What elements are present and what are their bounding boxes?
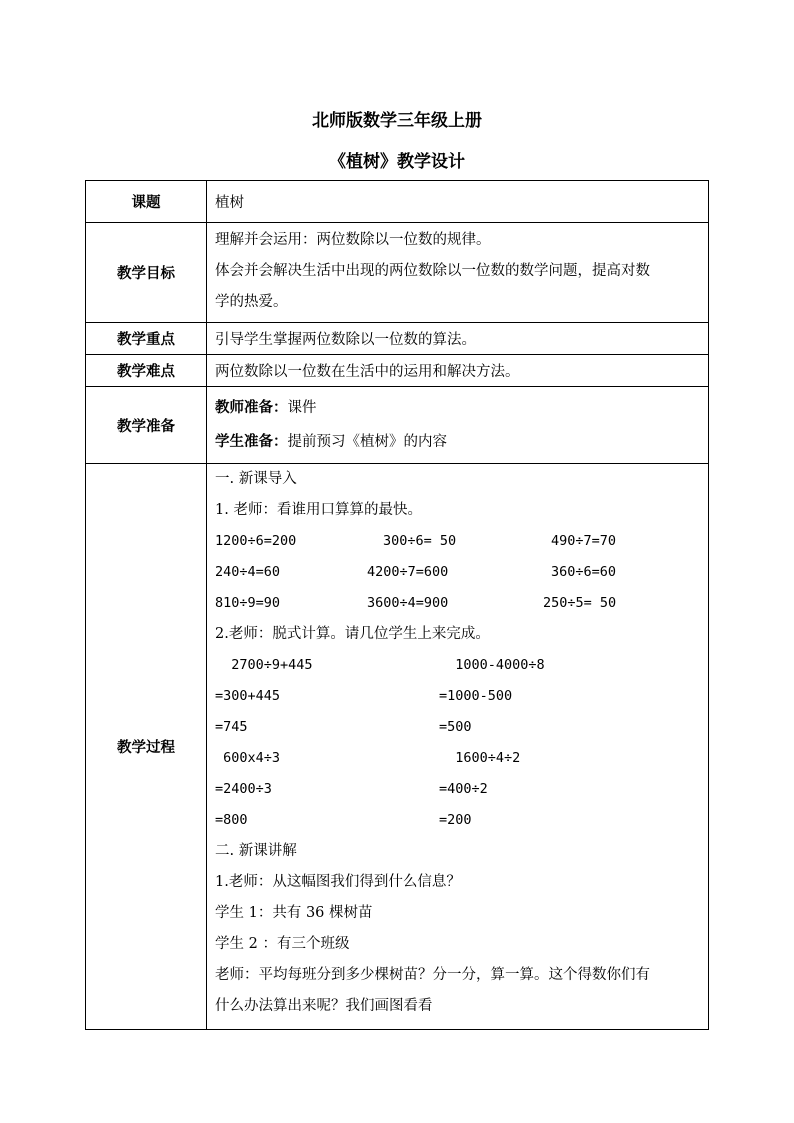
section-heading: 二. 新课讲解: [215, 843, 297, 859]
process-content: [207, 464, 708, 1026]
stepwise-calc: 2700÷9+445: [215, 657, 313, 673]
teacher-prep-value: 课件: [287, 400, 317, 416]
row-key-points: [86, 323, 709, 355]
oral-calc: 1200÷6=200: [215, 533, 297, 549]
stepwise-calc: =200: [439, 812, 472, 828]
label-difficulties: 教学难点: [86, 355, 207, 387]
row-difficulties: [86, 355, 709, 387]
stepwise-calc: 600x4÷3: [215, 750, 281, 766]
label-process: 教学过程: [86, 464, 207, 1030]
student-prep-value: 提前预习《植树》的内容: [287, 434, 447, 450]
preparation-content: [207, 387, 708, 463]
teacher-prep-label: 教师准备：: [215, 399, 288, 416]
stepwise-row: [215, 774, 700, 805]
stepwise-row: [215, 681, 700, 712]
goal-line: 理解并会运用：两位数除以一位数的规律。: [215, 232, 491, 248]
label-key-points: 教学重点: [86, 323, 207, 355]
oral-calc: 490÷7=70: [551, 533, 617, 549]
key-points-value: 引导学生掌握两位数除以一位数的算法。: [215, 332, 476, 348]
student-prep: [215, 425, 700, 459]
label-goals: 教学目标: [86, 223, 207, 323]
row-topic: [86, 181, 709, 223]
stepwise-row: [215, 650, 700, 681]
stepwise-calc: =745: [215, 719, 248, 735]
row-process: [86, 464, 709, 1030]
student-answer: 学生 2 ：有三个班级: [215, 936, 350, 952]
oral-calc: 4200÷7=600: [367, 564, 449, 580]
document-title: 北师版数学三年级上册: [312, 111, 482, 131]
question-line: 2.老师：脱式计算。请几位学生上来完成。: [215, 626, 490, 642]
row-preparation: [86, 387, 709, 464]
stepwise-calc: =800: [215, 812, 248, 828]
oral-calc: 3600÷4=900: [367, 595, 449, 611]
stepwise-calc: =2400÷3: [215, 781, 272, 797]
label-preparation: 教学准备: [86, 387, 207, 464]
oral-calc: 300÷6= 50: [383, 533, 457, 549]
stepwise-row: [215, 712, 700, 743]
oral-calc-row: [215, 557, 700, 588]
oral-calc-row: [215, 588, 700, 619]
question-line: 1. 老师：看谁用口算算的最快。: [215, 502, 422, 518]
stepwise-calc: =500: [439, 719, 472, 735]
oral-calc: 240÷4=60: [215, 564, 281, 580]
stepwise-calc: =400÷2: [439, 781, 488, 797]
student-prep-label: 学生准备：: [215, 433, 288, 450]
student-answer: 学生 1：共有 36 棵树苗: [215, 905, 373, 921]
stepwise-calc: 1600÷4÷2: [439, 750, 521, 766]
stepwise-calc: =1000-500: [439, 688, 513, 704]
topic-value: 植树: [215, 195, 244, 211]
teacher-prompt: 什么办法算出来呢？我们画图看看: [215, 998, 433, 1014]
document-subtitle: 《植树》教学设计: [329, 152, 465, 172]
stepwise-calc: =300+445: [215, 688, 281, 704]
stepwise-calc: 1000-4000÷8: [439, 657, 545, 673]
question-line: 1.老师：从这幅图我们得到什么信息？: [215, 874, 461, 890]
stepwise-row: [215, 743, 700, 774]
oral-calc: 360÷6=60: [551, 564, 617, 580]
difficulties-value: 两位数除以一位数在生活中的运用和解决方法。: [215, 364, 520, 380]
oral-calc: 250÷5= 50: [543, 595, 617, 611]
lesson-plan-table: [85, 180, 709, 1030]
stepwise-row: [215, 805, 700, 836]
label-topic: 课题: [86, 181, 207, 223]
oral-calc-row: [215, 526, 700, 557]
teacher-prompt: 老师：平均每班分到多少棵树苗？分一分，算一算。这个得数你们有: [215, 967, 650, 983]
row-goals: [86, 223, 709, 323]
section-heading: 一. 新课导入: [215, 471, 297, 487]
goals-content: [207, 223, 708, 322]
goal-line: 体会并会解决生活中出现的两位数除以一位数的数学问题，提高对数: [215, 263, 650, 279]
teacher-prep: [215, 391, 700, 425]
goal-line: 学的热爱。: [215, 294, 288, 310]
oral-calc: 810÷9=90: [215, 595, 281, 611]
